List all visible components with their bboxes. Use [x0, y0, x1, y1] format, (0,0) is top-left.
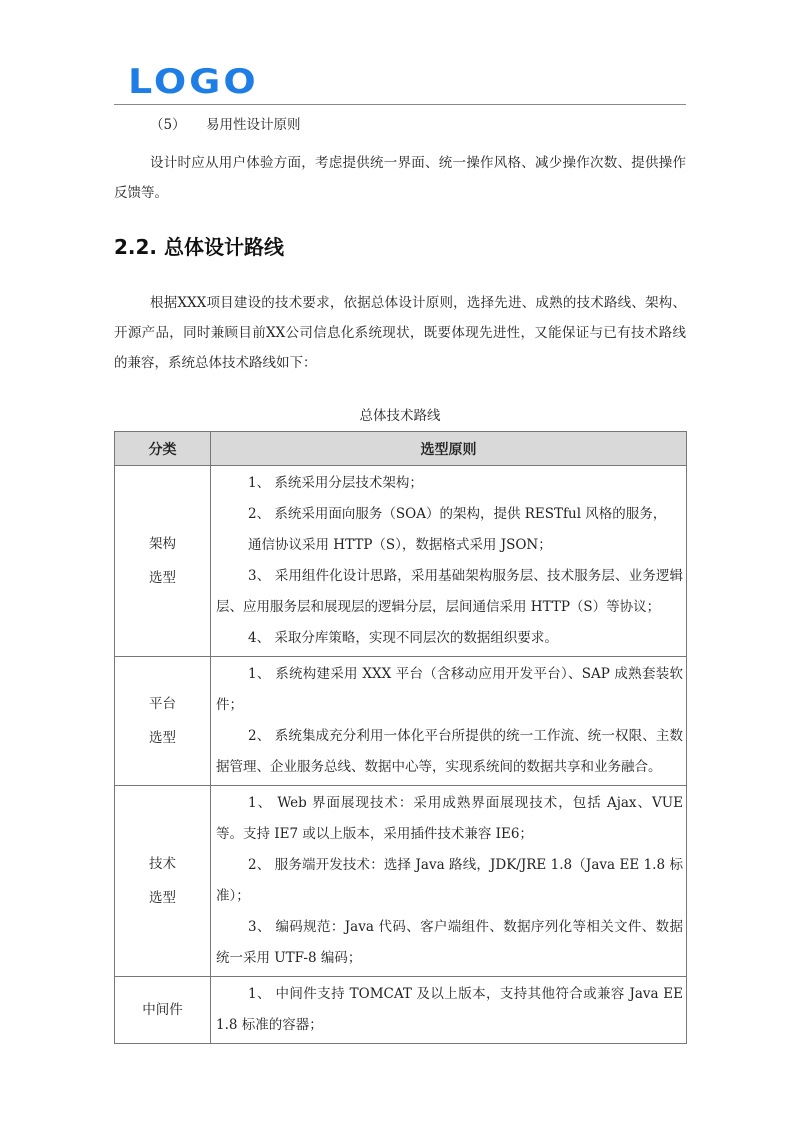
- table-caption: 总体技术路线: [359, 408, 441, 424]
- category-text: 选型: [149, 570, 176, 586]
- header-category: 分类: [115, 432, 211, 466]
- logo: LOGO: [128, 61, 259, 101]
- category-text: 选型: [149, 890, 176, 906]
- principle-cell: [211, 657, 687, 786]
- table-header-row: [115, 432, 687, 466]
- principle-item: 通信协议采用 HTTP（S），数据格式采用 JSON；: [248, 537, 552, 553]
- principle-item: 3、 编码规范：Java 代码、客户端组件、数据序列化等相关文件、数据统一采用 UTF-8 编码；: [216, 919, 683, 966]
- principle-item: 1、 Web 界面展现技术：采用成熟界面展现技术，包括 Ajax、VUE 等。支持 IE7 或以上版本，采用插件技术兼容 IE6；: [216, 795, 683, 842]
- category-text: 技术: [149, 856, 176, 872]
- principle-cell: [211, 977, 687, 1044]
- principle-item: 1、 中间件支持 TOMCAT 及以上版本，支持其他符合或兼容 Java EE 1.8 标准的容器；: [216, 986, 683, 1033]
- table-row: [115, 786, 687, 977]
- principle-item: 2、 系统采用面向服务（SOA）的架构，提供 RESTful 风格的服务，: [248, 506, 667, 522]
- category-cell: [115, 977, 211, 1044]
- header-principle: 选型原则: [211, 432, 687, 466]
- category-text: 选型: [149, 730, 176, 746]
- principle-cell: [211, 466, 687, 657]
- subsection-title: 易用性设计原则: [206, 117, 301, 133]
- subsection-number: （5）: [150, 117, 186, 133]
- category-cell: [115, 466, 211, 657]
- paragraph-usability: 设计时应从用户体验方面，考虑提供统一界面、统一操作风格、减少操作次数、提供操作反馈等。: [114, 155, 686, 201]
- tech-route-table: [114, 431, 687, 1044]
- category-text: 平台: [149, 696, 176, 712]
- paragraph-design-route: 根据XXX项目建设的技术要求，依据总体设计原则，选择先进、成熟的技术路线、架构、开源产品，同时兼顾目前XX公司信息化系统现状，既要体现先进性，又能保证与已有技术路线的兼容，系统总体技术路线如下：: [114, 295, 686, 371]
- header-divider: [114, 104, 686, 105]
- principle-cell: [211, 786, 687, 977]
- table-row: [115, 977, 687, 1044]
- principle-item: 1、 系统采用分层技术架构；: [248, 475, 423, 491]
- category-cell: [115, 786, 211, 977]
- category-cell: [115, 657, 211, 786]
- principle-item: 2、 服务端开发技术：选择 Java 路线，JDK/JRE 1.8（Java EE 1.8 标准）；: [216, 857, 683, 904]
- section-title: 2.2. 总体设计路线: [114, 235, 284, 259]
- principle-item: 2、 系统集成充分利用一体化平台所提供的统一工作流、统一权限、主数据管理、企业服务总线、数据中心等，实现系统间的数据共享和业务融合。: [216, 728, 683, 775]
- table-row: [115, 466, 687, 657]
- table-row: [115, 657, 687, 786]
- principle-item: 3、 采用组件化设计思路，采用基础架构服务层、技术服务层、业务逻辑层、应用服务层和展现层的逻辑分层，层间通信采用 HTTP（S）等协议；: [216, 568, 683, 615]
- principle-item: 1、 系统构建采用 XXX 平台（含移动应用开发平台）、SAP 成熟套装软件；: [216, 666, 683, 713]
- category-text: 架构: [149, 536, 176, 552]
- category-text: 中间件: [142, 1002, 183, 1018]
- principle-item: 4、 采取分库策略，实现不同层次的数据组织要求。: [248, 630, 558, 646]
- document-body: [114, 108, 686, 1044]
- subsection-heading: [114, 112, 686, 138]
